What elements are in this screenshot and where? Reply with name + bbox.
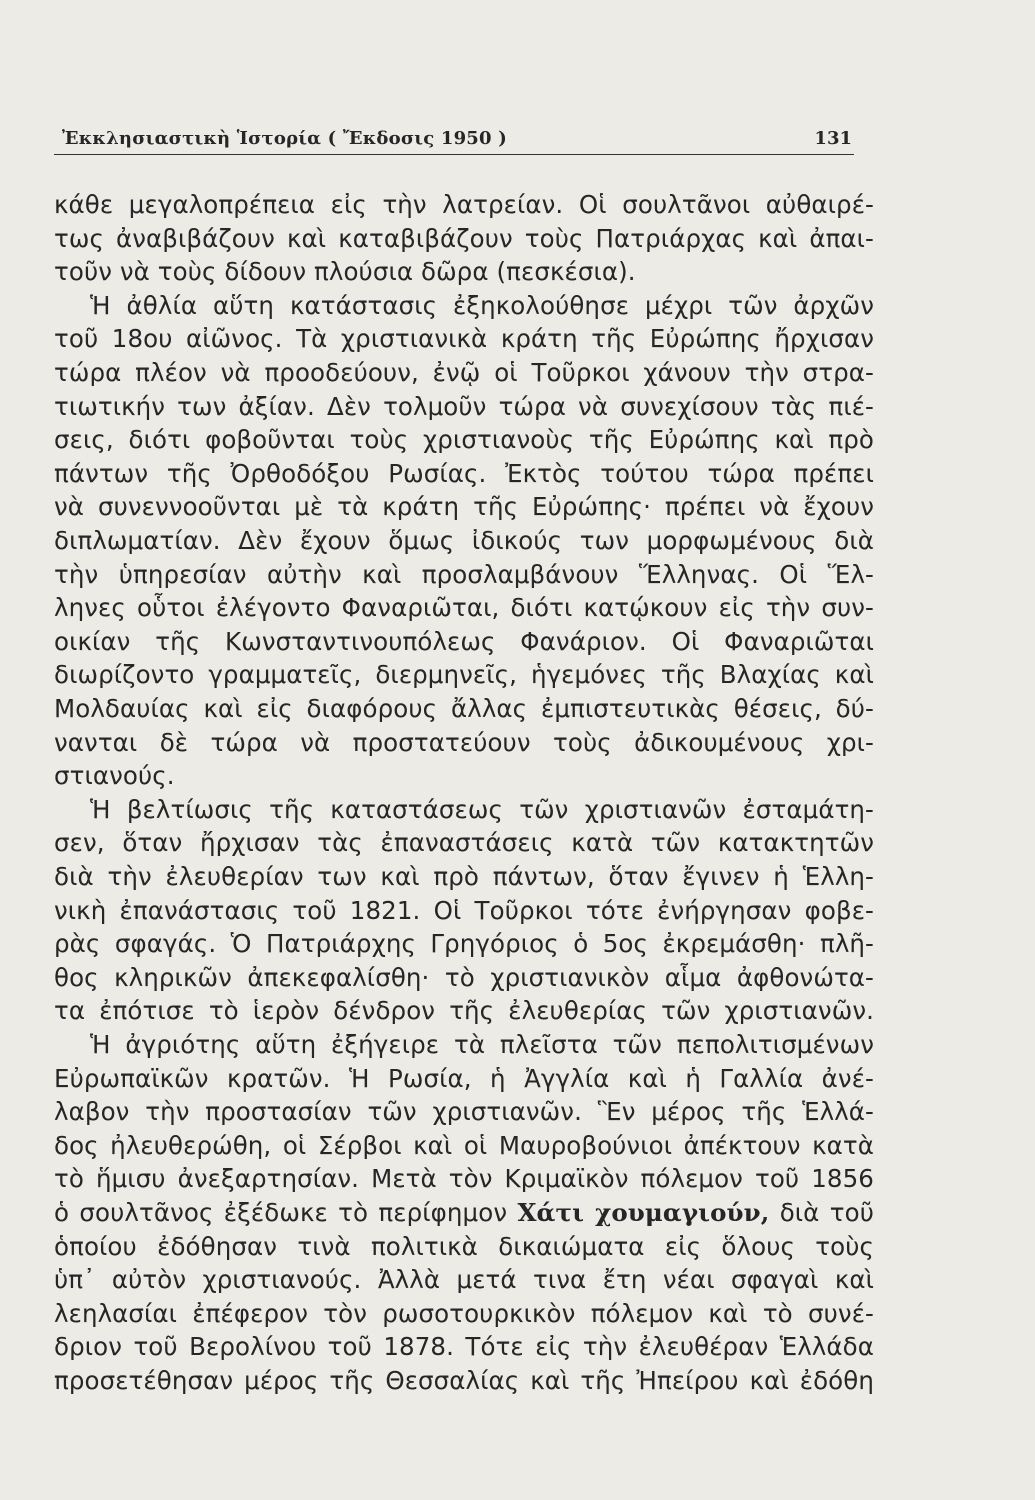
text-line-part: διὰ τοῦ bbox=[769, 1198, 874, 1227]
text-line: τὴν ὑπηρεσίαν αὐτὴν καὶ προσλαμβάνουν Ἕλληνας. Οἱ Ἕλ- bbox=[54, 559, 874, 589]
bold-phrase: Χάτι χουμαγιούν, bbox=[517, 1198, 770, 1227]
text-line: προσετέθησαν μέρος τῆς Θεσσαλίας καὶ τῆς Ἠπείρου καὶ ἐδόθη bbox=[54, 1366, 874, 1395]
running-title: Ἐκκλησιαστικὴ Ἱστορία ( Ἔκδοσις 1950 ) bbox=[62, 128, 507, 149]
text-line: δος ἠλευθερώθη, οἱ Σέρβοι καὶ οἱ Μαυροβούνιοι ἀπέκτουν κατὰ bbox=[54, 1130, 874, 1160]
text-line: νὰ συνεννοοῦνται μὲ τὰ κράτη τῆς Εὐρώπης· πρέπει νὰ ἔχουν bbox=[54, 492, 874, 522]
text-line: ὁποίου ἐδόθησαν τινὰ πολιτικὰ δικαιώματα εἰς ὅλους τοὺς bbox=[54, 1231, 874, 1261]
text-line: τιωτικήν των ἀξίαν. Δὲν τολμοῦν τώρα νὰ συνεχίσουν τὰς πιέ- bbox=[54, 391, 874, 421]
text-line: οικίαν τῆς Κωνσταντινουπόλεως Φανάριον. Οἱ Φαναριῶται bbox=[54, 626, 874, 656]
text-line: τώρα πλέον νὰ προοδεύουν, ἐνῷ οἱ Τοῦρκοι χάνουν τὴν στρα- bbox=[54, 358, 874, 387]
text-line: τα ἐπότισε τὸ ἱερὸν δένδρον τῆς ἐλευθερίας τῶν χριστιανῶν. bbox=[54, 996, 874, 1026]
text-line: κάθε μεγαλοπρέπεια εἰς τὴν λατρείαν. Οἱ σουλτᾶνοι αὐθαιρέ- bbox=[54, 190, 874, 219]
text-line-part: ὁ σουλτᾶνος ἐξέδωκε τὸ περίφημον bbox=[54, 1198, 518, 1227]
text-line: νανται δὲ τώρα νὰ προστατεύουν τοὺς ἀδικουμένους χρι- bbox=[54, 727, 874, 757]
text-line: λεηλασίαι ἐπέφερον τὸν ρωσοτουρκικὸν πόλεμον καὶ τὸ συνέ- bbox=[54, 1298, 874, 1328]
text-line: τὸ ἥμισυ ἀνεξαρτησίαν. Μετὰ τὸν Κριμαϊκὸν πόλεμον τοῦ 1856 bbox=[54, 1164, 874, 1194]
page-number: 131 bbox=[814, 128, 852, 149]
text-line: σεις, διότι φοβοῦνται τοὺς χριστιανοὺς τῆς Εὐρώπης καὶ πρὸ bbox=[54, 425, 874, 455]
running-header bbox=[62, 124, 852, 158]
text-line: ληνες οὗτοι ἐλέγοντο Φαναριῶται, διότι κατῴκουν εἰς τὴν συν- bbox=[54, 593, 874, 623]
text-line: Εὐρωπαϊκῶν κρατῶν. Ἡ Ρωσία, ἡ Ἀγγλία καὶ ἡ Γαλλία ἀνέ- bbox=[54, 1063, 874, 1093]
text-line: σεν, ὅταν ἤρχισαν τὰς ἐπαναστάσεις κατὰ τῶν κατακτητῶν bbox=[54, 828, 874, 858]
text-line: νικὴ ἐπανάστασις τοῦ 1821. Οἱ Τοῦρκοι τότε ἐνήργησαν φοβε- bbox=[54, 895, 874, 925]
text-line bbox=[54, 1196, 874, 1230]
text-line: ρὰς σφαγάς. Ὁ Πατριάρχης Γρηγόριος ὁ 5ος ἐκρεμάσθη· πλῆ- bbox=[54, 929, 874, 959]
text-line: Ἡ βελτίωσις τῆς καταστάσεως τῶν χριστιανῶν ἐσταμάτη- bbox=[90, 794, 874, 824]
text-line: Ἡ ἀθλία αὕτη κατάστασις ἐξηκολούθησε μέχρι τῶν ἀρχῶν bbox=[90, 290, 874, 320]
text-line: ὑπ᾽ αὐτὸν χριστιανούς. Ἀλλὰ μετά τινα ἔτη νέαι σφαγαὶ καὶ bbox=[54, 1265, 874, 1295]
text-line: διὰ τὴν ἐλευθερίαν των καὶ πρὸ πάντων, ὅταν ἔγινεν ἡ Ἑλλη- bbox=[54, 862, 874, 891]
text-line: Μολδαυίας καὶ εἰς διαφόρους ἄλλας ἐμπιστευτικὰς θέσεις, δύ- bbox=[54, 694, 874, 723]
text-line: διπλωματίαν. Δὲν ἔχουν ὅμως ἰδικούς των μορφωμένους διὰ bbox=[54, 526, 874, 555]
header-rule bbox=[54, 154, 854, 155]
text-line: στιανούς. bbox=[54, 761, 175, 791]
text-line: διωρίζοντο γραμματεῖς, διερμηνεῖς, ἡγεμόνες τῆς Βλαχίας καὶ bbox=[54, 660, 874, 690]
text-line: πάντων τῆς Ὀρθοδόξου Ρωσίας. Ἐκτὸς τούτου τώρα πρέπει bbox=[54, 458, 874, 488]
text-line: λαβον τὴν προστασίαν τῶν χριστιανῶν. Ἓν μέρος τῆς Ἑλλά- bbox=[54, 1097, 874, 1127]
text-line: τοῦν νὰ τοὺς δίδουν πλούσια δῶρα (πεσκέσια). bbox=[54, 257, 636, 287]
text-line: Ἡ ἀγριότης αὕτη ἐξήγειρε τὰ πλεῖστα τῶν πεπολιτισμένων bbox=[90, 1030, 874, 1059]
text-line: τοῦ 18ου αἰῶνος. Τὰ χριστιανικὰ κράτη τῆς Εὐρώπης ἤρχισαν bbox=[54, 324, 874, 354]
text-line: θος κληρικῶν ἀπεκεφαλίσθη· τὸ χριστιανικὸν αἷμα ἀφθονώτα- bbox=[54, 962, 874, 992]
text-line: τως ἀναβιβάζουν καὶ καταβιβάζουν τοὺς Πατριάρχας καὶ ἀπαι- bbox=[54, 223, 874, 253]
text-line: δριον τοῦ Βερολίνου τοῦ 1878. Τότε εἰς τὴν ἐλευθέραν Ἑλλάδα bbox=[54, 1332, 874, 1362]
